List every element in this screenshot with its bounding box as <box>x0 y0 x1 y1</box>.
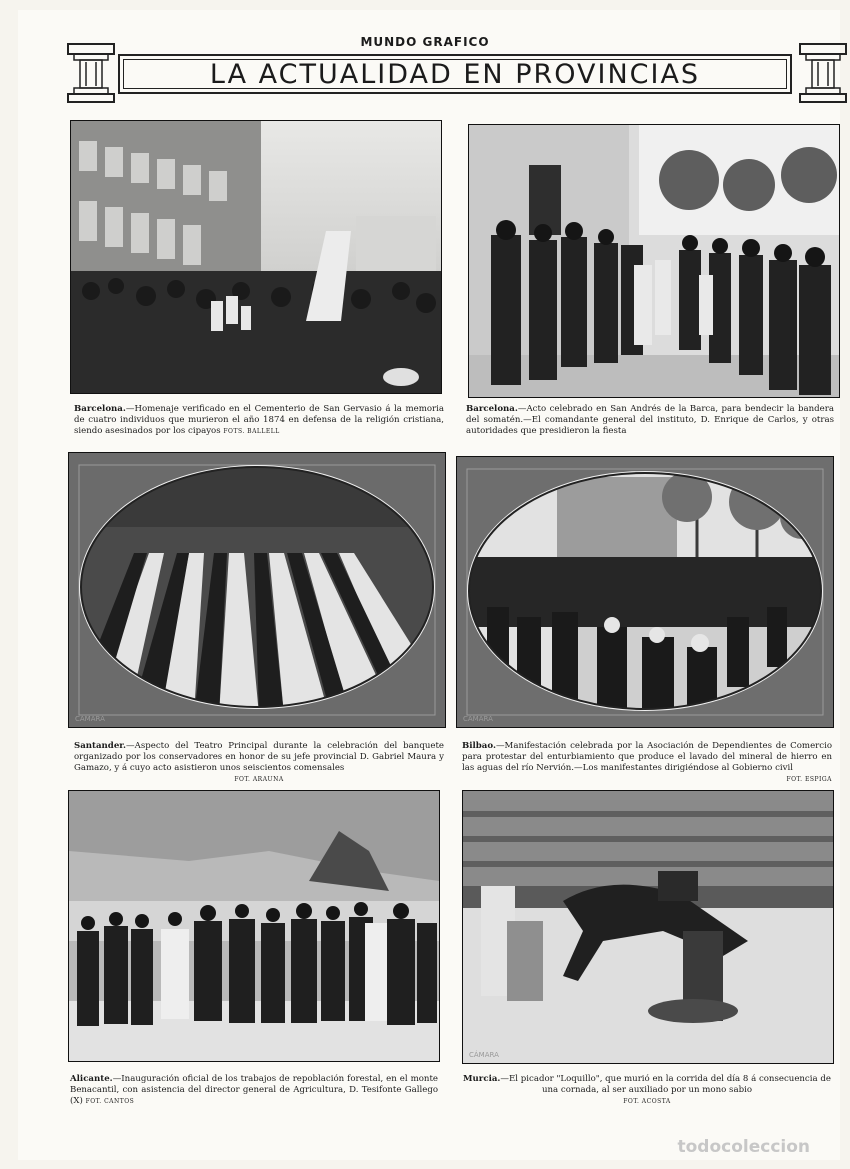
column-ornament-left <box>66 42 116 104</box>
caption-1-text: —Homenaje verificado en el Cementerio de San Gervasio á la memoria de cuatro individuos que murieron el año 1874 en defensa de la religión cristiana, siendo asesinados por los cipayos <box>74 404 444 436</box>
caption-5-place: Alicante. <box>70 1074 113 1084</box>
caption-6-place: Murcia. <box>463 1074 501 1084</box>
caption-3-text: —Aspecto del Teatro Principal durante la celebración del banquete organizado por los conservadores en honor de su jefe provincial D. Gabriel Maura y Gamazo, y á cuyo acto asistieron unos seiscientos comensales <box>74 741 444 773</box>
masthead: MUNDO GRAFICO <box>360 35 490 49</box>
caption-1-credit: FOTS. BALLELL <box>223 428 280 435</box>
caption-6-text: —El picador "Loquillo", que murió en la corrida del día 8 á consecuencia de una cornada, al ser auxiliado por un mono sabio <box>500 1074 831 1095</box>
photo-barcelona-cemetery <box>70 120 442 394</box>
caption-4-text: —Manifestación celebrada por la Asociación de Dependientes de Comercio para protestar del enturbiamiento que produce el lavado del mineral de hierro en las aguas del río Nervión.—Los manifestantes dirigiéndose al Gobierno civil <box>462 741 832 773</box>
photo-6-mark: CÁMARA <box>469 1051 499 1059</box>
caption-2-text: —Acto celebrado en San Andrés de la Barca, para bendecir la bandera del somatén.—El comandante general del instituto, D. Enrique de Carlos, y otras autoridades que presidieron la fiesta <box>466 404 834 436</box>
caption-5-text: —Inauguración oficial de los trabajos de repoblación forestal, en el monte Benacantil, con asistencia del director general de Agricultura, D. Tesifonte Gallego (X) <box>70 1074 438 1106</box>
photo-santander-banquet <box>68 452 446 728</box>
photo-alicante-reforestation <box>68 790 440 1062</box>
photo-3-mark: CÁMARA <box>75 715 105 723</box>
page-title: LA ACTUALIDAD EN PROVINCIAS <box>209 58 701 90</box>
caption-1-place: Barcelona. <box>74 404 126 414</box>
caption-1 <box>74 404 444 437</box>
caption-5-credit: FOT. CANTOS <box>85 1098 135 1105</box>
caption-2-place: Barcelona. <box>466 404 518 414</box>
watermark: todocoleccion <box>677 1137 810 1157</box>
caption-4-credit: FOT. ESPIGA <box>786 776 832 783</box>
caption-4-place: Bilbao. <box>462 741 496 751</box>
caption-3 <box>74 741 444 785</box>
caption-3-place: Santander. <box>74 741 127 751</box>
caption-2 <box>466 404 834 437</box>
caption-5 <box>70 1074 438 1107</box>
column-ornament-right <box>798 42 848 104</box>
caption-3-credit: FOT. ARAUNA <box>234 776 284 783</box>
caption-6 <box>462 1074 832 1107</box>
photo-murcia-bullfight <box>462 790 834 1064</box>
photo-bilbao-demonstration <box>456 456 834 728</box>
photo-4-mark: CÁMARA <box>463 715 493 723</box>
caption-6-credit: FOT. ACOSTA <box>623 1098 671 1105</box>
photo-barcelona-somaten <box>468 124 840 398</box>
title-box <box>118 54 792 94</box>
caption-4 <box>462 741 832 785</box>
